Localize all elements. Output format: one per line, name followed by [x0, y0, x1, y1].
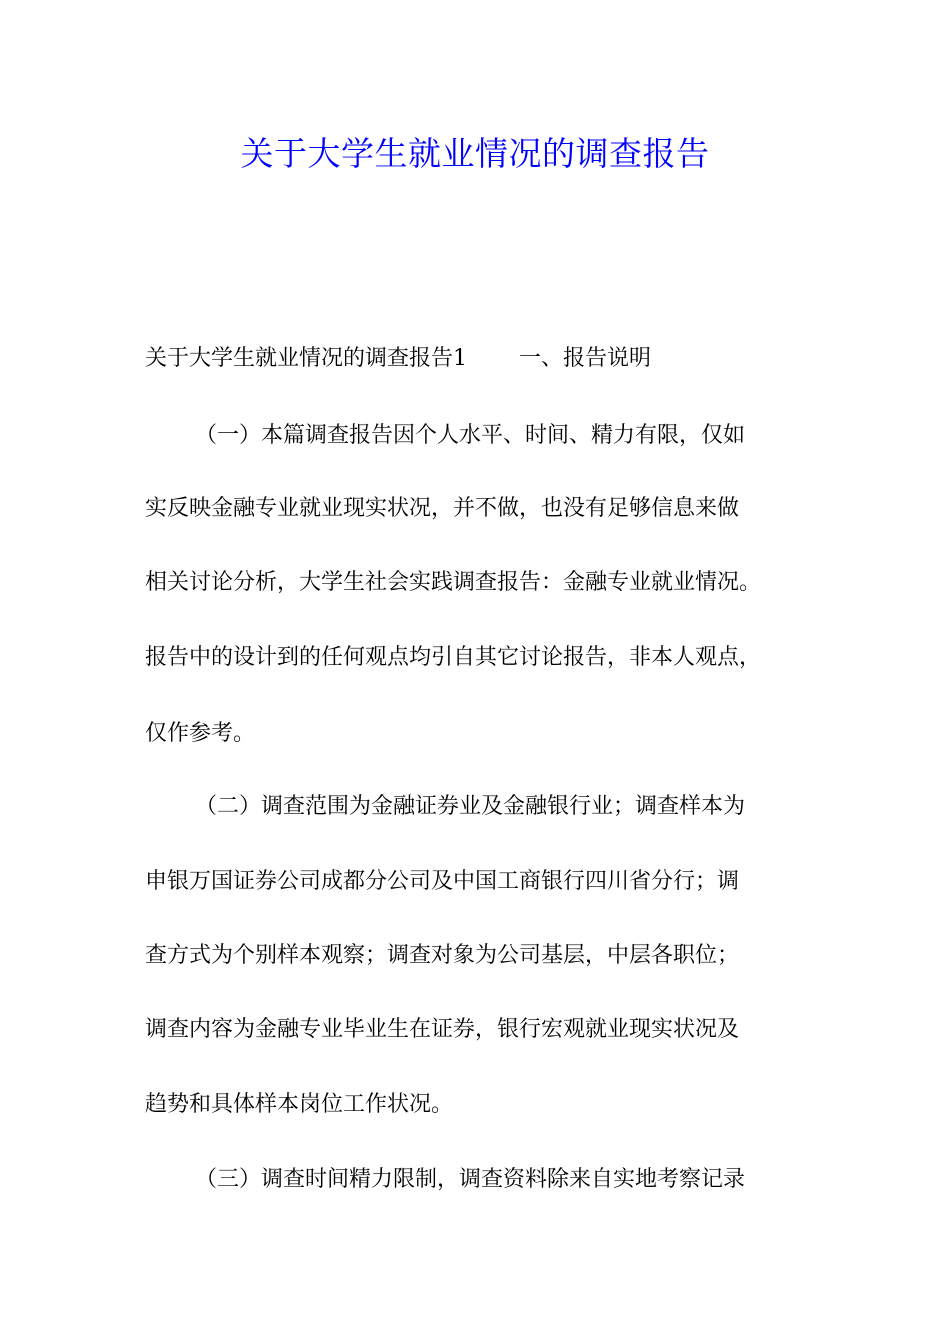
paragraph-1-line-3: 相关讨论分析，大学生社会实践调查报告：金融专业就业情况。 [145, 570, 762, 595]
report-subtitle: 关于大学生就业情况的调查报告1 [145, 346, 467, 371]
paragraph-1-line-5: 仅作参考。 [145, 721, 256, 746]
paragraph-2-line-1: （二）调查范围为金融证券业及金融银行业；调查样本为 [195, 794, 746, 819]
paragraph-2-line-5: 趋势和具体样本岗位工作状况。 [145, 1092, 454, 1117]
paragraph-1-line-4: 报告中的设计到的任何观点均引自其它讨论报告，非本人观点， [145, 645, 762, 670]
paragraph-2-line-4: 调查内容为金融专业毕业生在证券，银行宏观就业现实状况及 [145, 1017, 740, 1042]
section-heading: 一、报告说明 [519, 346, 652, 371]
paragraph-3-line-1: （三）调查时间精力限制，调查资料除来自实地考察记录 [195, 1167, 746, 1192]
subheading-line [145, 341, 651, 377]
paragraph-2-line-2: 申银万国证券公司成都分公司及中国工商银行四川省分行；调 [145, 869, 740, 894]
paragraph-1-line-1: （一）本篇调查报告因个人水平、时间、精力有限，仅如 [195, 423, 746, 448]
paragraph-1-line-2: 实反映金融专业就业现实状况，并不做，也没有足够信息来做 [145, 496, 740, 521]
paragraph-2-line-3: 查方式为个别样本观察；调查对象为公司基层，中层各职位； [145, 943, 740, 968]
document-title: 关于大学生就业情况的调查报告 [240, 134, 710, 173]
